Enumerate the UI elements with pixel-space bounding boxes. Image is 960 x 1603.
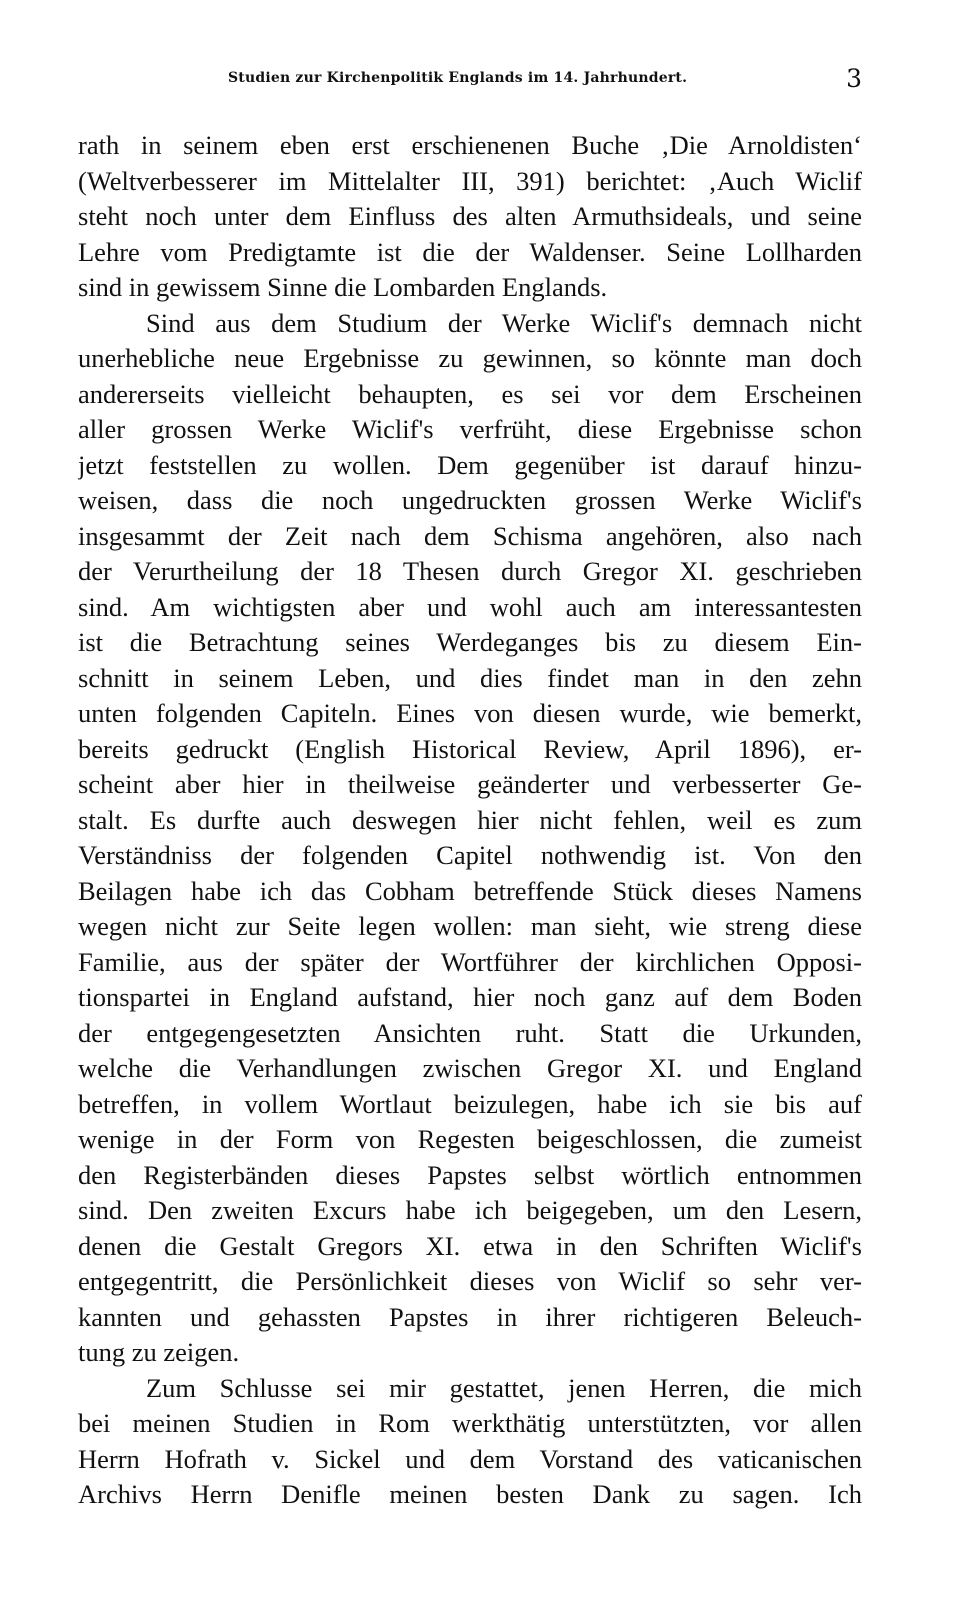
text-line: den Registerbänden dieses Papstes selbst wörtlich entnommen — [78, 1159, 862, 1190]
body-text — [78, 128, 862, 1513]
text-line: (Weltverbesserer im Mittelalter III, 391) berichtet: ‚Auch Wiclif — [78, 165, 862, 196]
text-line: Archivs Herrn Denifle meinen besten Dank zu sagen. Ich — [78, 1479, 862, 1509]
text-line: Lehre vom Predigtamte ist die der Waldenser. Seine Lollharden — [78, 236, 862, 267]
text-line: welche die Verhandlungen zwischen Gregor XI. und England — [78, 1053, 862, 1083]
text-line: wenige in der Form von Regesten beigeschlossen, die zumeist — [78, 1124, 862, 1154]
text-line: sind in gewissem Sinne die Lombarden Englands. — [78, 272, 608, 302]
running-title: Studien zur Kirchenpolitik Englands im 14. Jahrhundert. — [228, 70, 688, 86]
text-line: andererseits vielleicht behaupten, es sei vor dem Erscheinen — [78, 378, 862, 409]
text-line: sind. Den zweiten Excurs habe ich beigegeben, um den Lesern, — [78, 1195, 862, 1225]
text-line: Verständniss der folgenden Capitel nothwendig ist. Von den — [78, 840, 862, 870]
running-head — [78, 64, 862, 94]
text-line: bereits gedruckt (English Historical Review, April 1896), er- — [78, 733, 862, 764]
text-line: steht noch unter dem Einfluss des alten Armuthsideals, und seine — [78, 201, 862, 231]
text-line: Beilagen habe ich das Cobham betreffende Stück dieses Namens — [78, 875, 862, 906]
paragraph-first-line: Sind aus dem Studium der Werke Wiclif's demnach nicht — [146, 307, 862, 338]
text-line: Familie, aus der später der Wortführer der kirchlichen Opposi- — [78, 946, 862, 977]
text-line: ist die Betrachtung seines Werdeganges bis zu diesem Ein- — [78, 627, 862, 657]
text-line: denen die Gestalt Gregors XI. etwa in den Schriften Wiclif's — [78, 1230, 862, 1261]
page-number: 3 — [846, 64, 862, 93]
text-line: kannten und gehassten Papstes in ihrer richtigeren Beleuch- — [78, 1301, 862, 1332]
text-line: wegen nicht zur Seite legen wollen: man sieht, wie streng diese — [78, 911, 862, 941]
text-line: tung zu zeigen. — [78, 1337, 240, 1367]
text-line: bei meinen Studien in Rom werkthätig unterstützten, vor allen — [78, 1408, 862, 1438]
text-line: der Verurtheilung der 18 Thesen durch Gregor XI. geschrieben — [78, 556, 862, 586]
text-line: insgesammt der Zeit nach dem Schisma angehören, also nach — [78, 520, 862, 551]
text-line: scheint aber hier in theilweise geänderter und verbesserter Ge- — [78, 769, 862, 799]
text-line: unten folgenden Capiteln. Eines von diesen wurde, wie bemerkt, — [78, 698, 862, 728]
text-line: Herrn Hofrath v. Sickel und dem Vorstand des vaticanischen — [78, 1443, 862, 1474]
text-line: schnitt in seinem Leben, und dies findet man in den zehn — [78, 662, 862, 693]
text-line: der entgegengesetzten Ansichten ruht. Statt die Urkunden, — [78, 1017, 862, 1048]
text-line: weisen, dass die noch ungedruckten grossen Werke Wiclif's — [78, 485, 862, 515]
text-line: unerhebliche neue Ergebnisse zu gewinnen, so könnte man doch — [78, 343, 862, 373]
text-line: jetzt feststellen zu wollen. Dem gegenüber ist darauf hinzu- — [78, 449, 862, 480]
text-line: stalt. Es durfte auch deswegen hier nicht fehlen, weil es zum — [78, 804, 862, 835]
text-line: tionspartei in England aufstand, hier noch ganz auf dem Boden — [78, 982, 862, 1012]
text-line: entgegentritt, die Persönlichkeit dieses von Wiclif so sehr ver- — [78, 1266, 862, 1296]
text-line: rath in seinem eben erst erschienenen Buche ‚Die Arnoldisten‘ — [78, 130, 862, 160]
paragraph-first-line: Zum Schlusse sei mir gestattet, jenen Herren, die mich — [146, 1372, 862, 1403]
text-line: aller grossen Werke Wiclif's verfrüht, diese Ergebnisse schon — [78, 414, 862, 444]
text-line: betreffen, in vollem Wortlaut beizulegen, habe ich sie bis auf — [78, 1088, 862, 1119]
text-line: sind. Am wichtigsten aber und wohl auch am interessantesten — [78, 591, 862, 622]
